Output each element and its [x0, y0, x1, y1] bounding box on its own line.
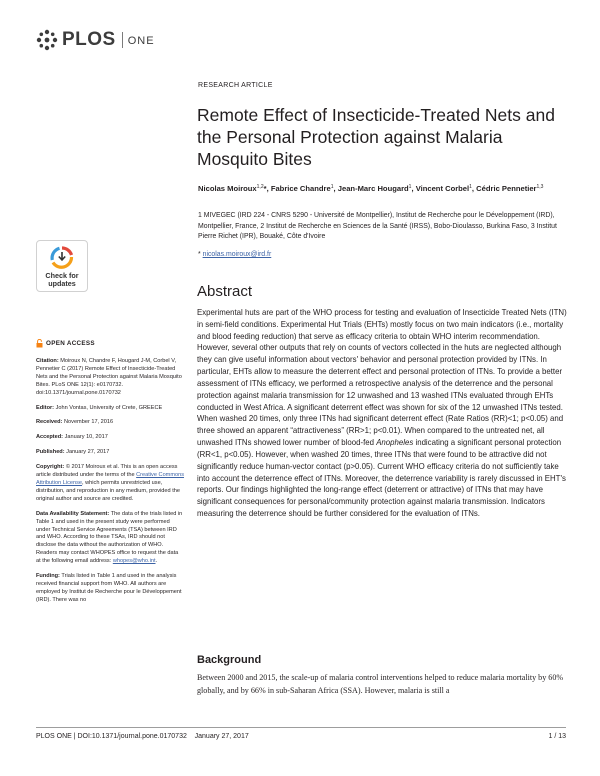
- accepted-block: [36, 434, 184, 442]
- abstract-text: [197, 307, 569, 520]
- species-name: Anopheles: [376, 438, 414, 448]
- author-affiliation-sup: 1: [469, 184, 472, 190]
- author-list: [198, 183, 570, 194]
- data-availability-block: [36, 511, 184, 566]
- author-sep: ,: [333, 184, 338, 193]
- author-affiliation-sup: 1: [330, 184, 334, 190]
- data-availability-end: .: [155, 558, 158, 565]
- abstract-text-part2: indicating a significant personal protection (RR<1, p<0.05). However, when washed 20 times, three ITNs that were found to be attractive did not significantly reduce human-vector contact (p>0.05). Current WHO efficacy criteria do not sufficiently take into account the deterrence effect of ITNs. Moreover, the deterrence variability is rarely discussed in EHT's reports. Our findings highlighted the long-range effect (deterrent or attractive) of ITNs that may have significant consequences for personal/community protection against malaria transmission. Indicators measuring the deterrence should be further considered for the evaluation of ITNs.: [197, 438, 566, 519]
- editor-text: John Vontas, University of Crete, GREECE: [55, 404, 163, 411]
- data-availability-text: The data of the trials listed in Table 1 and used in the present study were performed under Technical Service Agreements (TSA) between IRD and WHO. According to these TSAs, IRD should not disclose the data without the authorization of WHO. Readers may contact WHOPES office to request the data at the following email address:: [36, 510, 183, 565]
- funding-label: Funding:: [36, 573, 60, 580]
- published-block: [36, 449, 184, 457]
- email-marker: *: [198, 251, 201, 258]
- corresponding-email-link[interactable]: nicolas.moiroux@ird.fr: [202, 251, 272, 258]
- accepted-label: Accepted:: [36, 434, 64, 441]
- citation-label: Citation:: [36, 358, 59, 364]
- open-access-badge: [36, 339, 184, 348]
- data-availability-label: Data Availability Statement:: [36, 510, 110, 517]
- copyright-text: © 2017 Moiroux et al. This is an open access article distributed under the terms of the: [36, 464, 178, 479]
- background-heading: Background: [197, 654, 262, 666]
- received-date: November 17, 2016: [64, 419, 114, 426]
- author-affiliation-sup: 1,3: [536, 184, 544, 190]
- open-lock-icon: [36, 339, 43, 348]
- funding-block: [36, 573, 184, 605]
- author-name: Fabrice Chandre: [270, 184, 331, 193]
- corresponding-mark: *: [263, 184, 267, 193]
- open-access-label: OPEN ACCESS: [46, 339, 95, 347]
- page-footer: [36, 733, 566, 740]
- check-updates-label: Check for updates: [45, 271, 79, 288]
- author-affiliation-sup: 1,2: [256, 184, 264, 190]
- abstract-heading: Abstract: [197, 283, 253, 300]
- author-name: Vincent Corbel: [415, 184, 470, 193]
- logo-divider: [122, 32, 123, 48]
- published-label: Published:: [36, 449, 65, 456]
- affiliations: 1 MIVEGEC (IRD 224 - CNRS 5290 - Université de Montpellier), Institut de Recherche pour le Développement (IRD), Montpellier, France, 2 Institut de Recherche en Sciences de la Santé (IRSS), Bobo-Dioulasso, Burkina Faso, 3 Institut Pierre Richet (IPR), Bouaké, Côte d'Ivoire: [198, 212, 557, 240]
- author-sep: ,: [411, 184, 416, 193]
- page-number: 1 / 13: [548, 733, 566, 740]
- check-updates-icon: [50, 246, 74, 270]
- background-text: Between 2000 and 2015, the scale-up of malaria control interventions helped to reduce malaria mortality by 60% globally, and by 66% in sub-Saharan Africa (SSA). However, malaria is still a: [197, 673, 564, 695]
- journal-logo[interactable]: [36, 26, 155, 54]
- footer-divider: [36, 727, 566, 728]
- article-info-sidebar: [36, 339, 184, 612]
- author-name: Jean-Marc Hougard: [337, 184, 409, 193]
- abstract-text-part1: Experimental huts are part of the WHO process for testing and evaluation of Insecticide Treated Nets (ITN) in semi-field conditions. Experimental Hut Trials (EHTs) mostly focus on two main indicators (i.e., mortality and blood feeding reduction) that serve as efficacy criteria to obtain WHO interim recommendation. However, several other outputs that rely on counts of vectors collected in the huts are neglected although they can give useful information about vectors' behavior and personal protection provided by ITNs. In particular, EHTs allow to measure the deterrent effect and personal protection of ITNs. To provide a better assessment of ITNs efficacy, we performed a retrospective analysis of the deterrence and the personal protection against malaria transmission for 12 unwashed and 13 washed ITNs evaluated through EHTs conducted in West Africa. A significant deterrent effect was shown for six of the 12 unwashed ITNs tested. When washed 20 times, only three ITNs had significant deterrent effect (Rate Ratios (RR)<1; p<0.05) and three showed an apparent “attractiveness” (RR>1; p<0.01). When compared to the untreated net, all unwashed ITNs showed lower number of blood-fed: [197, 308, 567, 448]
- copyright-text-end: , which permits unrestricted use, distribution, and reproduction in any medium, provided the original author and source are credited.: [36, 479, 180, 502]
- article-type: RESEARCH ARTICLE: [198, 82, 273, 89]
- article-title: Remote Effect of Insecticide-Treated Nets and the Personal Protection against Malaria Mosquito Bites: [197, 105, 555, 169]
- received-label: Received:: [36, 419, 63, 426]
- copyright-block: [36, 464, 184, 504]
- citation-block: [36, 358, 184, 398]
- author-affiliation-sup: 1: [408, 184, 412, 190]
- author-sep: ,: [266, 184, 271, 193]
- copyright-label: Copyright:: [36, 464, 65, 471]
- whopes-email-link[interactable]: whopes@who.int: [112, 558, 156, 565]
- accepted-date: January 10, 2017: [64, 434, 108, 441]
- received-block: [36, 419, 184, 427]
- editor-label: Editor:: [36, 404, 55, 411]
- footer-citation: PLOS ONE | DOI:10.1371/journal.pone.0170732 January 27, 2017: [36, 733, 249, 740]
- check-for-updates-badge[interactable]: [36, 240, 88, 292]
- author-name: Nicolas Moiroux: [198, 184, 257, 193]
- editor-block: [36, 405, 184, 413]
- funding-text: Trials listed in Table 1 and used in the analysis received financial support from WHO. All authors are employed by Institut de Recherche pour le Développement (IRD). There was no: [36, 573, 182, 603]
- plos-dots-icon: [36, 29, 58, 51]
- published-date: January 27, 2017: [66, 449, 110, 456]
- corresponding-email-line: [198, 251, 271, 258]
- citation-text: Moiroux N, Chandre F, Hougard J-M, Corbel V, Pennetier C (2017) Remote Effect of Insecticide-Treated Nets and the Personal Protection against Malaria Mosquito Bites. PLoS ONE 12(1): e0170732. doi:10.1371/journal.pone.0170732: [36, 358, 182, 396]
- journal-name: ONE: [127, 35, 155, 47]
- journal-logo-text: PLOS: [62, 29, 116, 50]
- license-link[interactable]: Creative Commons Attribution License: [36, 472, 185, 486]
- author-sep: ,: [471, 184, 477, 193]
- author-name: Cédric Pennetier: [476, 184, 537, 193]
